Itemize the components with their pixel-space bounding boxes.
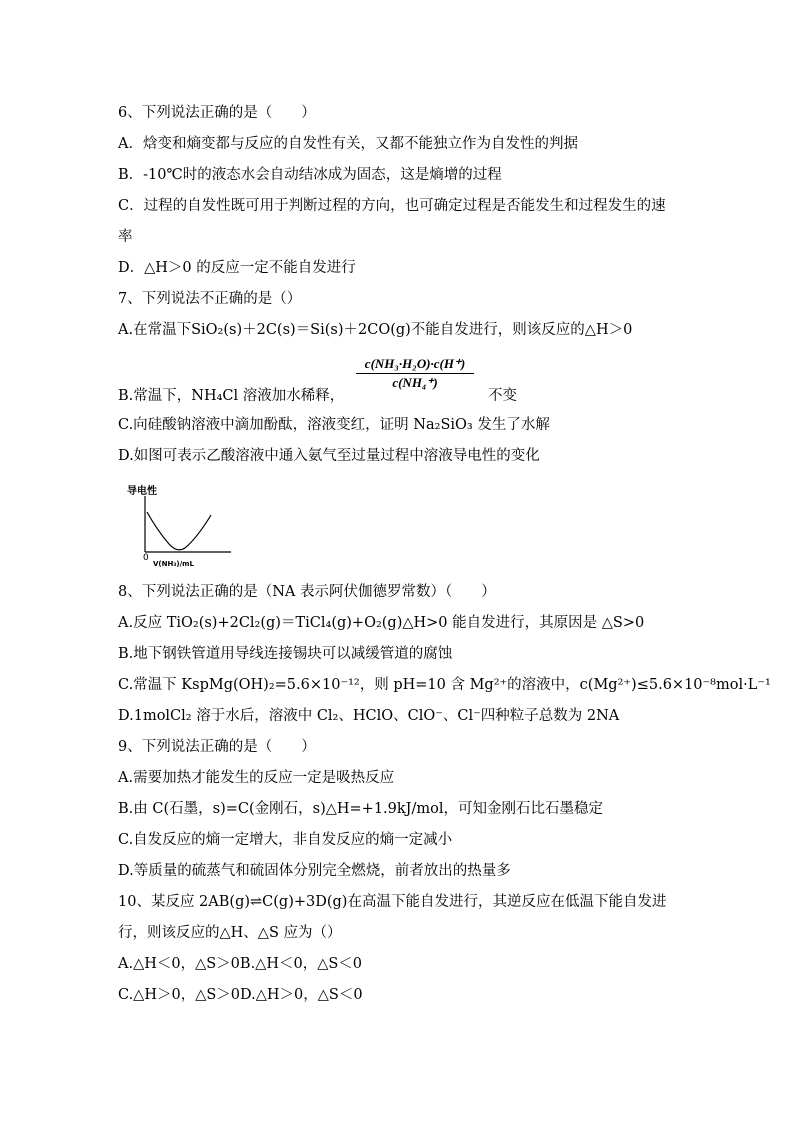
graph-y-label: 导电性 xyxy=(127,486,157,497)
q6-option-c-cont: 率 xyxy=(118,229,133,245)
q9-option-b: B.由 C(石墨，s)=C(金刚石，s)△H=+1.9kJ/mol，可知金刚石比石墨稳定 xyxy=(118,801,603,817)
q8-option-b: B.地下钢铁管道用导线连接锡块可以减缓管道的腐蚀 xyxy=(118,646,453,662)
fraction-bar xyxy=(356,373,474,374)
q6-option-b: B．-10℃时的液态水会自动结冰成为固态，这是熵增的过程 xyxy=(118,167,502,183)
q6-option-a: A．焓变和熵变都与反应的自发性有关，又都不能独立作为自发性的判据 xyxy=(118,136,578,152)
conductivity-graph xyxy=(125,482,235,574)
graph-curve xyxy=(147,512,211,550)
q9-stem: 9、下列说法正确的是（ ） xyxy=(118,739,316,755)
q10-stem-cont: 行，则该反应的△H、△S 应为（） xyxy=(118,925,342,941)
fraction-denominator: c(NH₄⁺) xyxy=(392,375,438,390)
q7-option-b-suffix: 不变 xyxy=(488,388,517,404)
q9-option-c: C.自发反应的熵一定增大，非自发反应的熵一定减小 xyxy=(118,832,453,848)
q7-option-a: A.在常温下SiO₂(s)＋2C(s)＝Si(s)＋2CO(g)不能自发进行，则该反应的△H＞0 xyxy=(118,322,633,338)
q8-option-a: A.反应 TiO₂(s)+2Cl₂(g)＝TiCl₄(g)+O₂(g)△H>0 能自发进行，其原因是 △S>0 xyxy=(118,615,645,631)
q8-stem: 8、下列说法正确的是（NA 表示阿伏伽德罗常数）（ ） xyxy=(118,584,496,600)
q9-option-d: D.等质量的硫蒸气和硫固体分别完全燃烧，前者放出的热量多 xyxy=(118,863,511,879)
q8-option-c: C.常温下 KspMg(OH)₂=5.6×10⁻¹²，则 pH=10 含 Mg²⁺的溶液中，c(Mg²⁺)≤5.6×10⁻⁸mol·L⁻¹ xyxy=(118,677,771,693)
q10-options-ab: A.△H＜0，△S＞0B.△H＜0，△S＜0 xyxy=(118,956,363,972)
q7-option-c: C.向硅酸钠溶液中滴加酚酞，溶液变红，证明 Na₂SiO₃ 发生了水解 xyxy=(118,417,550,433)
q6-option-d: D．△H＞0 的反应一定不能自发进行 xyxy=(118,260,356,276)
q10-options-cd: C.△H＞0，△S＞0D.△H＞0，△S＜0 xyxy=(118,987,363,1003)
q7-stem: 7、下列说法不正确的是（） xyxy=(118,291,302,307)
q7-fraction xyxy=(350,356,480,391)
q9-option-a: A.需要加热才能发生的反应一定是吸热反应 xyxy=(118,770,395,786)
graph-x-label: V(NH₃)/mL xyxy=(153,560,194,568)
q10-stem: 10、某反应 2AB(g)⇌C(g)+3D(g)在高温下能自发进行，其逆反应在低温下能自发进 xyxy=(118,894,667,910)
graph-origin-label: 0 xyxy=(143,553,149,563)
q8-option-d: D.1molCl₂ 溶于水后，溶液中 Cl₂、HClO、ClO⁻、Cl⁻四种粒子总数为 2NA xyxy=(118,708,620,724)
fraction-numerator: c(NH₃·H₂O)·c(H⁺) xyxy=(364,356,466,371)
q6-option-c: C．过程的自发性既可用于判断过程的方向，也可确定过程是否能发生和过程发生的速 xyxy=(118,198,666,214)
q6-stem: 6、下列说法正确的是（ ） xyxy=(118,105,316,121)
q7-option-d: D.如图可表示乙酸溶液中通入氨气至过量过程中溶液导电性的变化 xyxy=(118,448,540,464)
q7-option-b-prefix: B.常温下，NH₄Cl 溶液加水稀释， xyxy=(118,388,345,404)
